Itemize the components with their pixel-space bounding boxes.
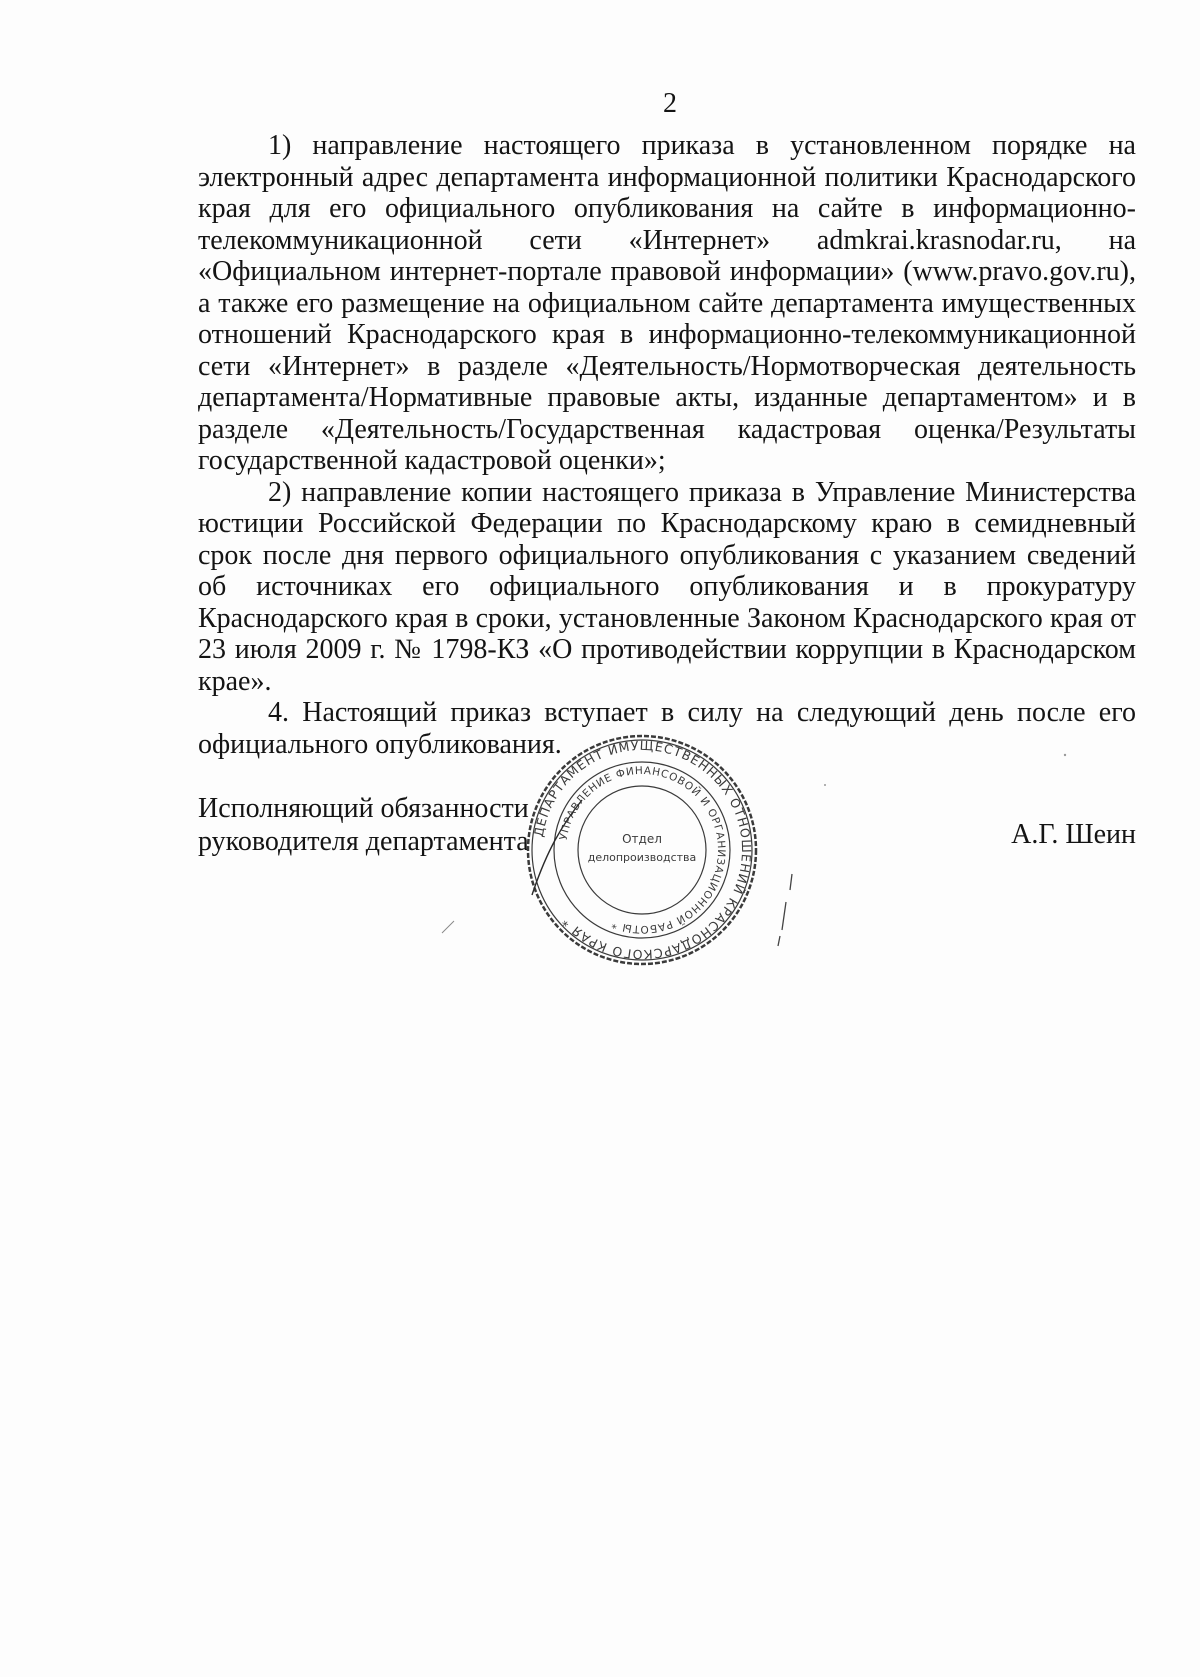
page-number: 2 bbox=[663, 88, 677, 119]
paragraph-entry-into-force: 4. Настоящий приказ вступает в силу на следующий день после его официального опубликования. bbox=[198, 697, 1136, 760]
scan-speck bbox=[1060, 750, 1070, 760]
seal-center-line-1: Отдел bbox=[622, 832, 662, 846]
signatory-title-line-1: Исполняющий обязанности bbox=[198, 793, 529, 824]
signatory-name: А.Г. Шеин bbox=[1011, 819, 1136, 850]
official-seal bbox=[522, 730, 762, 970]
signature-tick-mark bbox=[770, 870, 810, 950]
signatory-title bbox=[198, 792, 558, 858]
paragraph-ministry-copy: 2) направление копии настоящего приказа в Управление Министерства юстиции Российской Федерации по Краснодарскому краю в семидневный срок после дня первого официального опубликования с указанием сведений об источниках его официального опубликования и в прокуратуру Краснодарского края в сроки, установленные Законом Краснодарского края от 23 июля 2009 г. № 1798-КЗ «О противодействии коррупции в Краснодарском крае». bbox=[198, 476, 1136, 697]
paragraph-publication: 1) направление настоящего приказа в установленном порядке на электронный адрес департамента информационной политики Краснодарского края для его официального опубликования на сайте в информационно-телекоммуникационной сети «Интернет» admkrai.krasnodar.ru, на «Официальном интернет-портале правовой информации» (www.pravo.gov.ru), а также его размещение на официальном сайте департамента имущественных отношений Краснодарского края в информационно-телекоммуникационной сети «Интернет» в разделе «Деятельность/Нормотворческая деятельность департамента/Нормативные правовые акты, изданные департаментом» и в разделе «Деятельность/Государственная кадастровая оценка/Результаты государственной кадастровой оценки»; bbox=[198, 130, 1136, 476]
scan-speck bbox=[820, 780, 830, 790]
signatory-title-line-2: руководителя департамента bbox=[198, 826, 529, 857]
seal-inner-ring-text: УПРАВЛЕНИЕ ФИНАНСОВОЙ И ОРГАНИЗАЦИОННОЙ РАБОТЫ * bbox=[557, 764, 728, 936]
scan-speck bbox=[440, 905, 470, 935]
official-seal-graphic bbox=[522, 730, 762, 970]
seal-center-line-2: делопроизводства bbox=[587, 851, 697, 864]
seal-outer-ring-text: ДЕПАРТАМЕНТ ИМУЩЕСТВЕННЫХ ОТНОШЕНИЙ КРАСНОДАРСКОГО КРАЯ * bbox=[530, 737, 755, 963]
document-body bbox=[198, 130, 1136, 760]
